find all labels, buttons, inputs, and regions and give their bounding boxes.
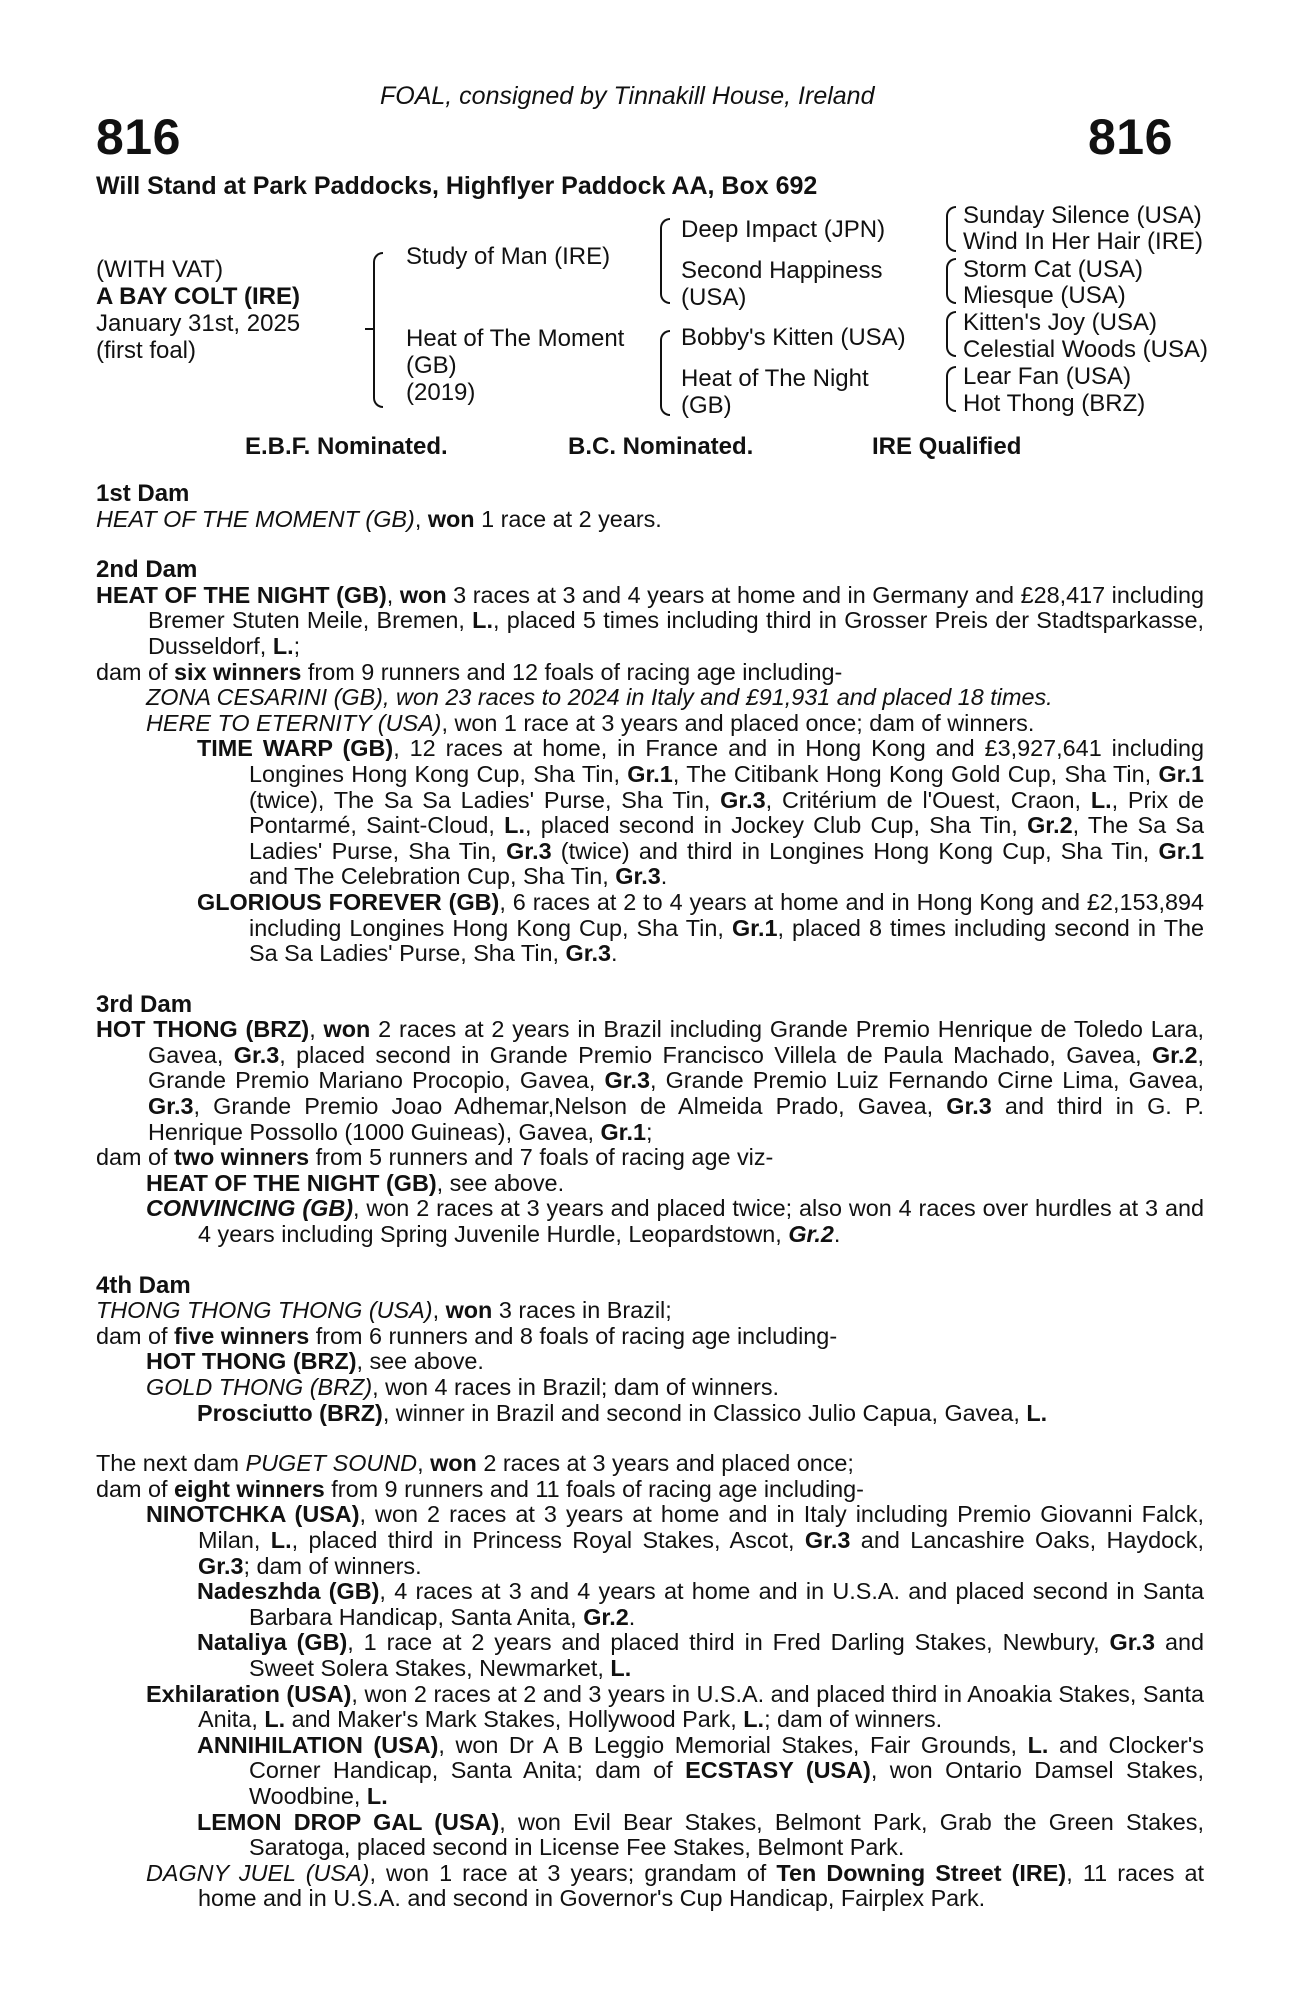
record-text: , 12 races at home, in France and in Hong Kong and £3,927,641 including Longines Hong Kong Cup, Sha Tin, (249, 735, 1204, 787)
fourth-dam-entry: THONG THONG THONG (USA), won 3 races in Brazil; (96, 1297, 672, 1324)
record-text: (twice), The Sa Sa Ladies' Purse, Sha Tin, (249, 786, 721, 813)
group-tag: Gr.3 (506, 837, 552, 864)
record-text: , The Sa Sa Ladies' Purse, Sha Tin, (249, 812, 1204, 864)
record-text: and Maker's Mark Stakes, Hollywood Park, (285, 1706, 744, 1733)
group-tag: Gr.3 (148, 1093, 194, 1120)
horse-name: ZONA CESARINI (GB) (146, 684, 383, 711)
pedigree-brace-dam (660, 330, 670, 416)
won-label: won (323, 1016, 371, 1043)
first-dam-entry: HEAT OF THE MOMENT (GB), won 1 race at 2 years. (96, 505, 662, 532)
record-text: , 4 races at 3 and 4 years at home and in U.S.A. and placed second in Santa Barbara Handicap, Santa Anita, (249, 1578, 1204, 1630)
lot-number-left: 816 (96, 109, 181, 165)
foal-note: (first foal) (96, 337, 197, 364)
horse-name: PUGET SOUND (245, 1450, 418, 1477)
second-dam-heading: 2nd Dam (96, 556, 198, 584)
pedigree-brace-3a (946, 206, 956, 252)
pedigree-brace-gen1 (373, 252, 383, 408)
group-tag: Gr.3 (946, 1093, 992, 1120)
produce-nadeszhda (96, 1579, 1204, 1630)
third-dam-heading: 3rd Dam (96, 990, 193, 1018)
pedigree-dam: Heat of The Moment (406, 325, 625, 352)
produce-zona-cesarini (96, 685, 1204, 711)
pedigree-sire-dam-country: (USA) (681, 284, 747, 311)
record-text: , won 23 races to 2024 in Italy and £91,931 and placed 18 times. (382, 684, 1053, 711)
group-tag: Gr.3 (1109, 1629, 1156, 1656)
record-text: 3 races in Brazil; (492, 1297, 672, 1324)
first-dam-record: 1 race at 2 years. (474, 505, 662, 532)
record-text: dam of (96, 1322, 175, 1349)
horse-name: GOLD THONG (BRZ) (146, 1374, 373, 1400)
record-text: , won 2 races at 2 and 3 years in U.S.A. and placed third in Anoakia Stakes, Santa Anita, (198, 1680, 1205, 1733)
listed-tag: L. (1090, 786, 1112, 813)
record-text: , placed 5 times including third in Grosser Preis der Stadtsparkasse, Dusseldorf, (148, 607, 1204, 659)
record-text: and The Celebration Cup, Sha Tin, (249, 863, 616, 890)
record-text: , Grande Premio Luiz Fernando Cirne Lima, Gavea, (649, 1067, 1204, 1094)
produce-time-warp (96, 736, 1204, 890)
group-tag: Gr.1 (1158, 760, 1204, 787)
record-text: , Critérium de l'Ouest, Craon, (765, 786, 1091, 813)
record-text: The next dam (96, 1450, 246, 1477)
pedigree-sire: Study of Man (IRE) (406, 243, 611, 270)
horse-name: TIME WARP (GB) (197, 735, 394, 762)
group-tag: Gr.3 (804, 1526, 851, 1553)
record-text: ; dam of winners. (764, 1706, 943, 1733)
group-tag: Gr.1 (1158, 837, 1205, 864)
listed-tag: L. (1026, 1399, 1048, 1426)
second-dam-name: HEAT OF THE NIGHT (GB) (96, 581, 387, 608)
second-dam-entry: HEAT OF THE NIGHT (GB), won 3 races at 3 and 4 years at home and in Germany and £28,417 including Bremer Stuten Meile, Bremen, L., placed 5 times including third in Grosser Preis der Stadtsparkasse, Dusseldorf, L.; (96, 581, 1205, 659)
horse-name: HEAT OF THE NIGHT (GB) (146, 1169, 437, 1196)
record-text: , Prix de Pontarmé, Saint-Cloud, (249, 786, 1204, 839)
record-text: , won Dr A B Leggio Memorial Stakes, Fair Grounds, (438, 1731, 1028, 1758)
horse-name: HOT THONG (BRZ) (96, 1016, 310, 1043)
produce-convincing (96, 1196, 1204, 1247)
next-dam-produce-summary (96, 1477, 1204, 1503)
record-text: ; (293, 632, 301, 659)
third-dam-entry: HOT THONG (BRZ), won 2 races at 2 years in Brazil including Grande Premio Henrique de Toledo Lara, Gavea, Gr.3, placed second in Grande Premio Francisco Villela de Paula Machado, Gavea, Gr.2, Grande Premio Mariano Procopio, Gavea, Gr.3, Grande Premio Luiz Fernando Cirne Lima, Gavea, Gr.3, Grande Premio Joao Adhemar,Nelson de Almeida Prado, Gavea, Gr.3 and third in G. P. Henrique Possollo (1000 Guineas), Gavea, Gr.1; (96, 1016, 1205, 1145)
record-text: , see above. (436, 1169, 565, 1196)
record-text: , 11 races at home and in U.S.A. and second in Governor's Cup Handicap, Fairplex Park. (198, 1859, 1205, 1912)
pedigree-dss: Kitten's Joy (USA) (963, 309, 1157, 336)
produce-heat-of-the-night (96, 1171, 1204, 1197)
pedigree-dsd: Celestial Woods (USA) (963, 336, 1208, 363)
horse-name: A BAY COLT (IRE) (96, 283, 301, 310)
record-text: , Grande Premio Mariano Procopio, Gavea, (148, 1041, 1204, 1094)
record-text: and Sweet Solera Stakes, Newmarket, (249, 1629, 1204, 1681)
pedigree-ssd: Wind In Her Hair (IRE) (963, 228, 1204, 255)
horse-name: DAGNY JUEL (USA) (146, 1859, 370, 1886)
group-tag: Gr.3 (615, 863, 661, 890)
record-text: from 9 runners and 11 foals of racing age including- (324, 1475, 864, 1502)
pedigree-ddd: Hot Thong (BRZ) (963, 390, 1146, 417)
pedigree-sire-dam: Second Happiness (681, 257, 883, 284)
winners-count: six winners (174, 658, 302, 685)
horse-name: Prosciutto (BRZ) (197, 1399, 383, 1426)
pedigree-sire-sire: Deep Impact (JPN) (681, 216, 886, 243)
record-text: from 5 runners and 7 foals of racing age viz- (309, 1144, 774, 1171)
horse-name: Exhilaration (USA) (146, 1680, 352, 1707)
pedigree-brace-3b (946, 258, 956, 304)
record-text: . (611, 940, 618, 967)
record-text: and third in G. P. Henrique Possollo (1000 Guineas), Gavea, (148, 1093, 1204, 1145)
produce-hot-thong (96, 1349, 1204, 1375)
record-text: (twice) and third in Longines Hong Kong Cup, Sha Tin, (551, 837, 1159, 864)
record-text: ; (646, 1118, 653, 1145)
group-tag: Gr.3 (604, 1067, 650, 1094)
group-tag: Gr.1 (731, 914, 778, 941)
foal-date: January 31st, 2025 (96, 310, 301, 337)
won-label: won (399, 581, 447, 608)
record-text: and Lancashire Oaks, Haydock, (850, 1526, 1204, 1553)
listed-tag: L. (743, 1706, 765, 1733)
record-text: , winner in Brazil and second in Classico Julio Capua, Gavea, (382, 1399, 1027, 1426)
record-text: and Clocker's Corner Handicap, Santa Anita; dam of (249, 1731, 1204, 1784)
next-dam-entry (96, 1451, 1204, 1477)
pedigree-sdd: Miesque (USA) (963, 282, 1126, 309)
group-tag: Gr.2 (583, 1603, 629, 1630)
group-tag: Gr.2 (1027, 812, 1073, 839)
record-text: , The Citibank Hong Kong Gold Cup, Sha Tin, (672, 760, 1159, 787)
pedigree-brace-gen1-mid (365, 328, 373, 330)
ebf-nomination: E.B.F. Nominated. (245, 433, 448, 460)
produce-prosciutto (96, 1401, 1204, 1427)
record-text: , placed 8 times including second in The Sa Sa Ladies' Purse, Sha Tin, (249, 914, 1204, 967)
record-text: 2 races at 2 years in Brazil including Grande Premio Henrique de Toledo Lara, Gavea, (148, 1016, 1205, 1068)
record-text: dam of (96, 1475, 175, 1502)
listed-tag: L. (270, 1526, 292, 1553)
record-text: , won 4 races in Brazil; dam of winners. (372, 1374, 780, 1400)
catalogue-body (96, 481, 1204, 1912)
winners-count: eight winners (174, 1475, 325, 1502)
first-dam-name: HEAT OF THE MOMENT (GB) (96, 505, 415, 532)
pedigree-dam-year: (2019) (406, 379, 476, 406)
horse-name: ANNIHILATION (USA) (197, 1731, 439, 1758)
pedigree-dam-dam-country: (GB) (681, 392, 732, 419)
stand-location: Will Stand at Park Paddocks, Highflyer Paddock AA, Box 692 (96, 172, 818, 200)
pedigree-dam-country: (GB) (406, 352, 457, 379)
produce-here-to-eternity (96, 711, 1204, 737)
record-text: , see above. (356, 1348, 484, 1375)
listed-tag: L. (264, 1706, 286, 1733)
won-label: won (445, 1297, 493, 1324)
record-text: , won 2 races at 3 years and placed twice; also won 4 races over hurdles at 3 and 4 years including Spring Juvenile Hurdle, Leopardstown, (198, 1195, 1204, 1248)
horse-name: LEMON DROP GAL (USA) (197, 1808, 500, 1835)
fourth-dam-heading: 4th Dam (96, 1271, 191, 1299)
horse-name: GLORIOUS FOREVER (GB) (197, 888, 500, 915)
record-text: from 6 runners and 8 foals of racing age including- (309, 1322, 838, 1349)
record-text: , won Evil Bear Stakes, Belmont Park, Grab the Green Stakes, Saratoga, placed second in License Fee Stakes, Belmont Park. (249, 1808, 1205, 1861)
produce-nataliya (96, 1630, 1204, 1681)
produce-ninotchka (96, 1502, 1204, 1579)
produce-annihilation (96, 1733, 1204, 1810)
horse-name: ECSTASY (USA) (685, 1757, 871, 1784)
listed-tag: L. (1027, 1731, 1049, 1758)
pedigree-dam-dam: Heat of The Night (681, 365, 869, 392)
horse-name: Nataliya (GB) (197, 1629, 348, 1656)
first-dam-heading: 1st Dam (96, 480, 190, 507)
listed-tag: L. (366, 1782, 388, 1809)
ire-qualified: IRE Qualified (872, 433, 1022, 460)
second-dam-produce-summary (96, 660, 1204, 686)
record-text: , 1 race at 2 years and placed third in Fred Darling Stakes, Newbury, (347, 1629, 1110, 1656)
listed-tag: L. (504, 812, 525, 839)
produce-dagny-juel (96, 1861, 1204, 1912)
pedigree-sss: Sunday Silence (USA) (963, 202, 1202, 229)
horse-name: Nadeszhda (GB) (197, 1578, 380, 1605)
record-text: , 6 races at 2 to 4 years at home and in Hong Kong and £2,153,894 including Longines Hong Kong Cup, Sha Tin, (249, 888, 1204, 941)
group-tag: Gr.2 (788, 1221, 834, 1248)
group-tag: Gr.3 (198, 1552, 244, 1579)
produce-gold-thong (96, 1375, 1204, 1401)
bc-nomination: B.C. Nominated. (568, 433, 754, 460)
horse-name: CONVINCING (GB) (146, 1195, 354, 1222)
winners-count: five winners (174, 1322, 310, 1349)
pedigree-brace-3d (946, 366, 956, 412)
listed-tag: L. (610, 1654, 632, 1681)
record-text: , placed third in Princess Royal Stakes, Ascot, (291, 1526, 805, 1553)
record-text: , (417, 1450, 431, 1477)
group-tag: Gr.3 (720, 786, 766, 813)
consignment-line: FOAL, consigned by Tinnakill House, Ireland (380, 82, 875, 110)
record-text: dam of (96, 1144, 175, 1171)
horse-name: HERE TO ETERNITY (USA) (146, 709, 442, 736)
horse-name: NINOTCHKA (USA) (146, 1501, 360, 1528)
third-dam-produce-summary (96, 1145, 1204, 1171)
listed-tag: L. (272, 632, 294, 659)
horse-name: THONG THONG THONG (USA) (96, 1297, 433, 1324)
produce-exhilaration (96, 1682, 1204, 1733)
produce-lemon-drop-gal (96, 1810, 1204, 1861)
pedigree-brace-sire (660, 218, 670, 304)
pedigree-dam-sire: Bobby's Kitten (USA) (681, 324, 906, 351)
listed-tag: L. (472, 607, 493, 634)
record-text: from 9 runners and 12 foals of racing age including- (301, 658, 843, 685)
record-text: , won 1 race at 3 years and placed once; dam of winners. (441, 709, 1035, 736)
record-text: 3 races at 3 and 4 years at home and in Germany and £28,417 including Bremer Stuten Meile, Bremen, (148, 581, 1205, 634)
group-tag: Gr.1 (627, 760, 673, 787)
record-text: , Grande Premio Joao Adhemar,Nelson de Almeida Prado, Gavea, (193, 1093, 947, 1120)
group-tag: Gr.1 (600, 1118, 646, 1145)
winners-count: two winners (174, 1144, 310, 1171)
pedigree-dds: Lear Fan (USA) (963, 363, 1132, 390)
horse-name: Ten Downing Street (IRE) (776, 1859, 1067, 1886)
fourth-dam-produce-summary (96, 1324, 1204, 1350)
produce-glorious-forever (96, 890, 1204, 967)
record-text: , won 2 races at 3 years at home and in Italy including Premio Giovanni Falck, Milan, (198, 1501, 1204, 1553)
pedigree-sds: Storm Cat (USA) (963, 256, 1144, 283)
pedigree-brace-3c (946, 311, 956, 357)
record-text: . (628, 1603, 636, 1630)
horse-name: HOT THONG (BRZ) (146, 1348, 357, 1375)
record-text: . (660, 863, 668, 890)
record-text: dam of (96, 658, 175, 685)
record-text: ; dam of winners. (243, 1552, 422, 1579)
group-tag: Gr.2 (1151, 1041, 1198, 1068)
record-text: 2 races at 3 years and placed once; (476, 1450, 854, 1477)
record-text: , placed second in Grande Premio Francisco Villela de Paula Machado, Gavea, (279, 1041, 1152, 1068)
group-tag: Gr.3 (233, 1041, 280, 1068)
record-text: , won Ontario Damsel Stakes, Woodbine, (249, 1757, 1204, 1809)
group-tag: Gr.3 (565, 940, 612, 967)
record-text: , placed second in Jockey Club Cup, Sha Tin, (524, 812, 1028, 839)
won-label: won (430, 1450, 477, 1477)
lot-number-right: 816 (1088, 109, 1173, 165)
first-dam-won: won (427, 505, 475, 532)
record-text: , won 1 race at 3 years; grandam of (369, 1859, 777, 1886)
vat-note: (WITH VAT) (96, 256, 224, 283)
record-text: . (833, 1221, 841, 1248)
